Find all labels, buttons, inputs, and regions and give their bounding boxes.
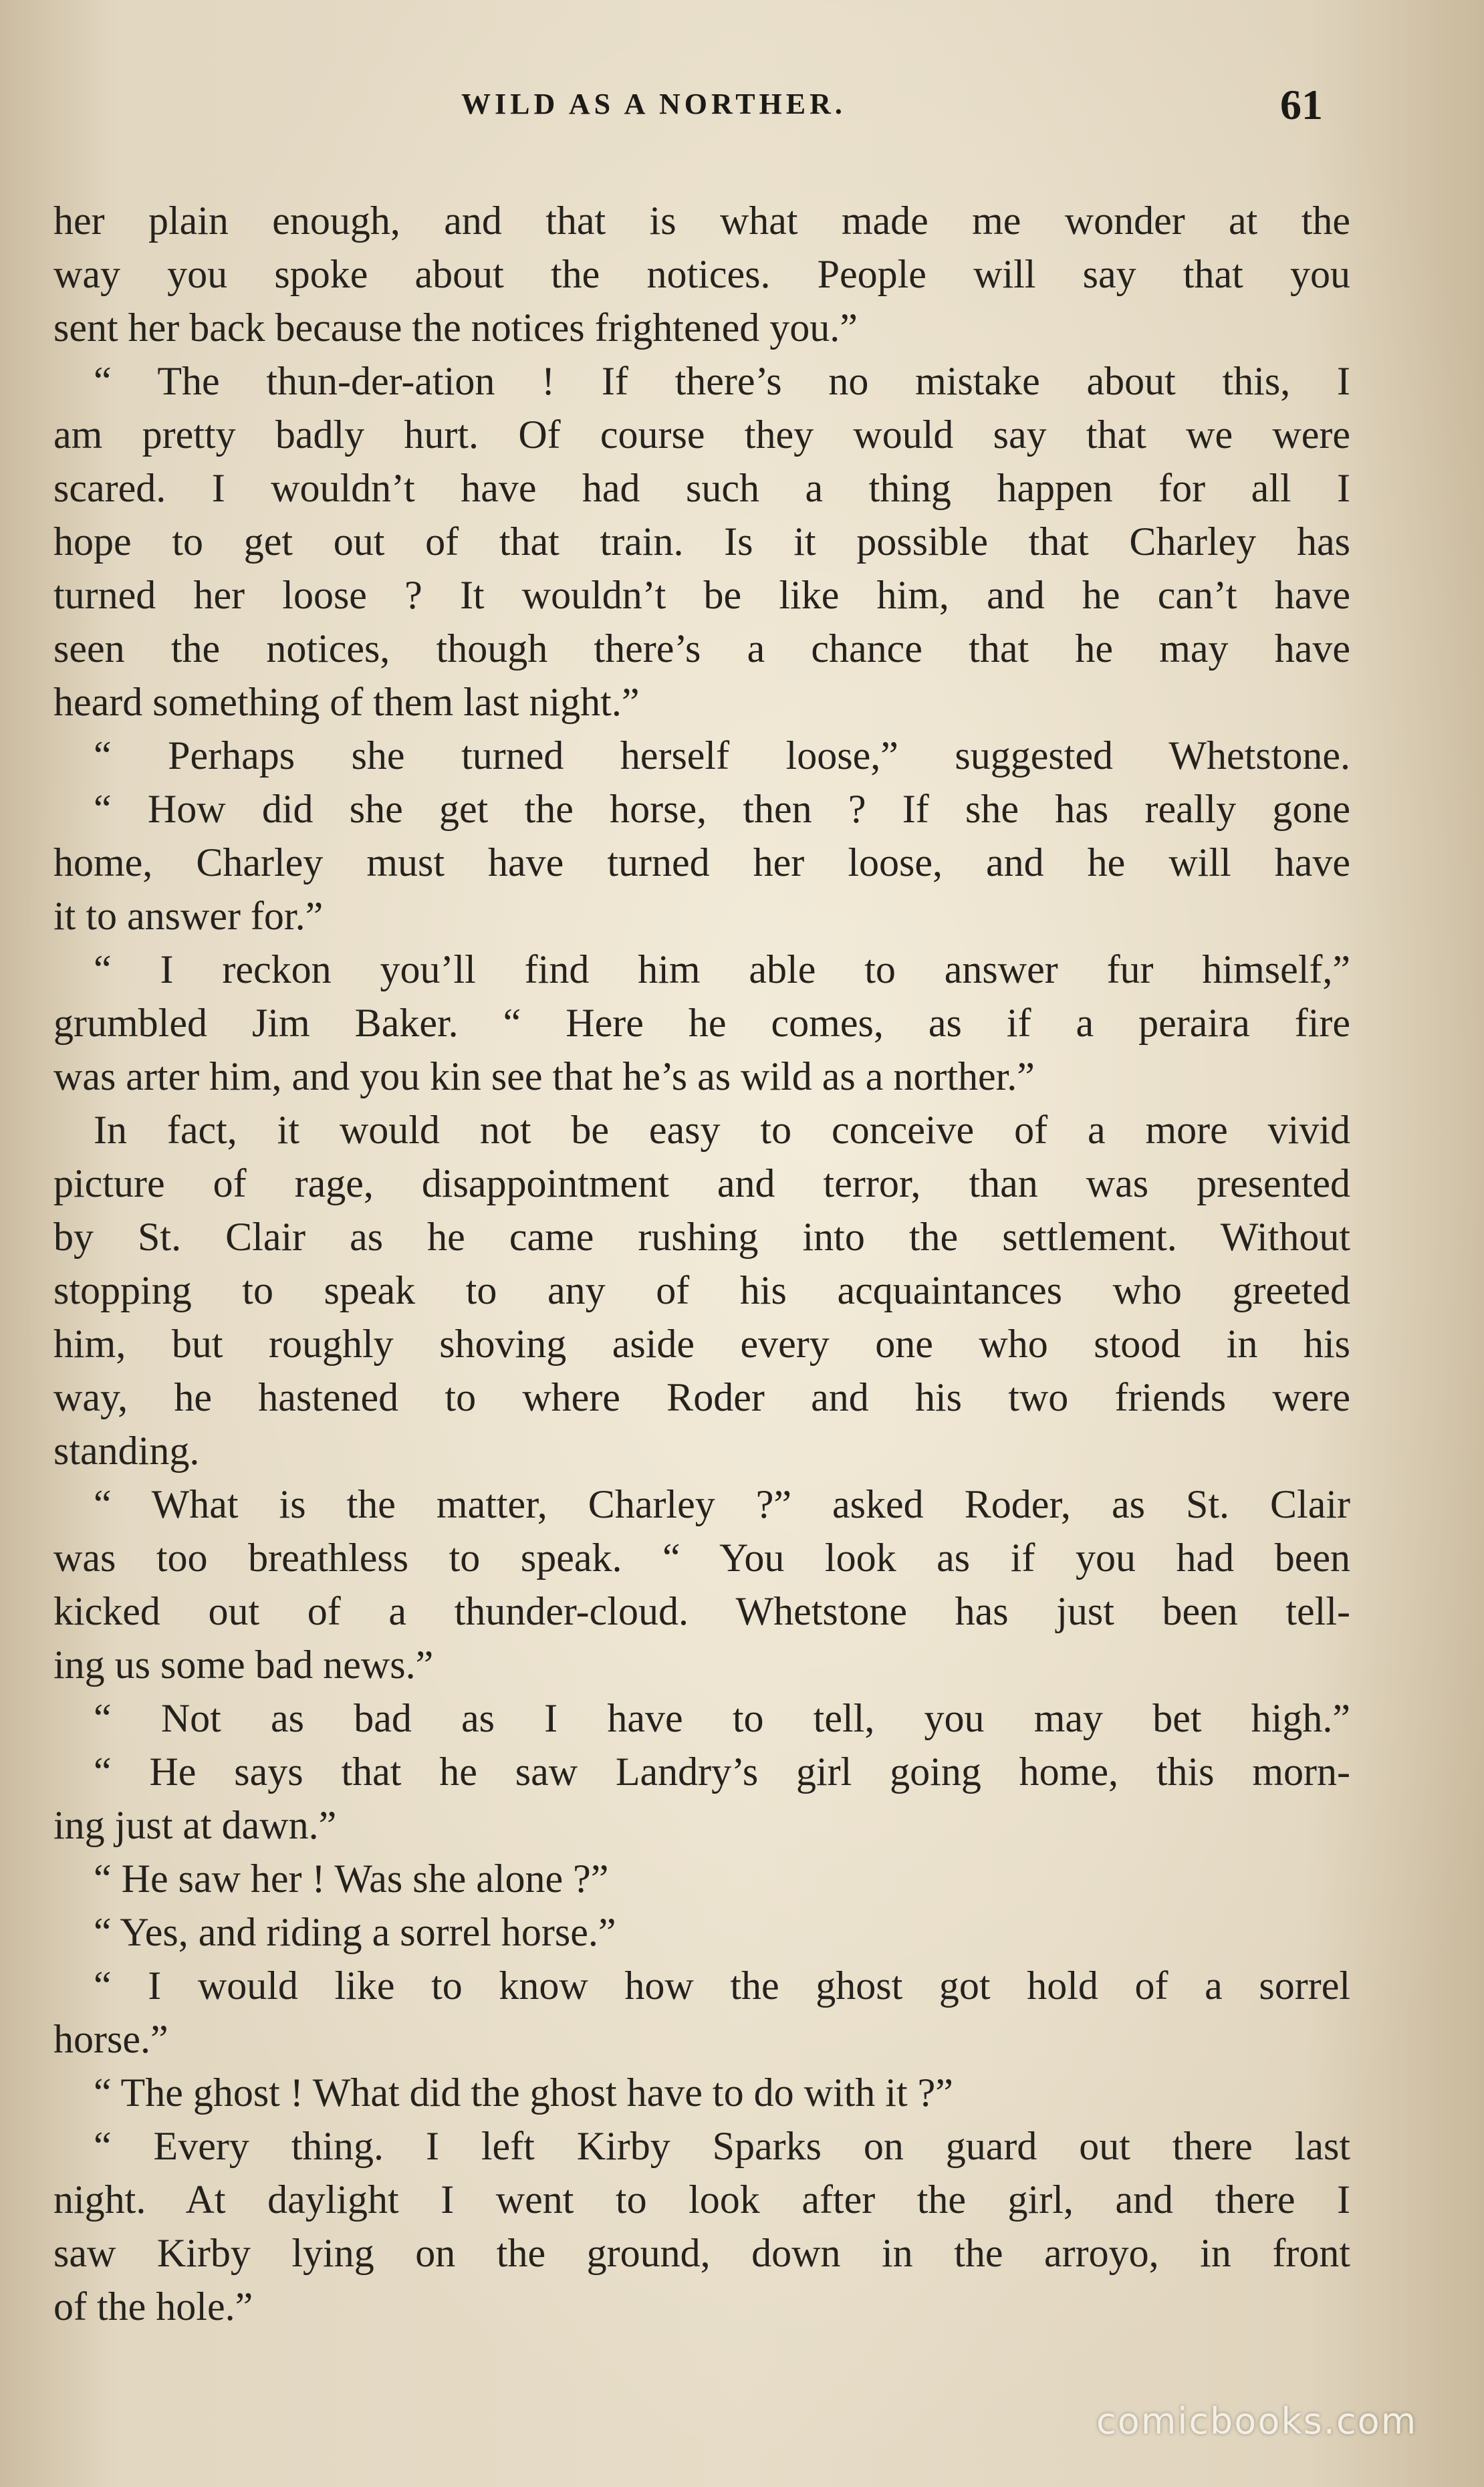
text-line: hope to get out of that train. Is it possible that Charley has (53, 519, 1350, 564)
body-text (53, 194, 1350, 2333)
text-line: “ How did she get the horse, then ? If she has really gone (94, 787, 1350, 831)
text-line: turned her loose ? It wouldn’t be like him, and he can’t have (53, 573, 1350, 617)
text-line: “ He saw her ! Was she alone ?” (94, 1857, 609, 1901)
text-line: way, he hastened to where Roder and his two friends were (53, 1375, 1350, 1419)
text-line: him, but roughly shoving aside every one who stood in his (53, 1322, 1350, 1366)
text-line: “ Every thing. I left Kirby Sparks on guard out there last (94, 2124, 1350, 2168)
page-number: 61 (1280, 81, 1323, 128)
text-line: sent her back because the notices frightened you.” (53, 306, 858, 350)
text-line: it to answer for.” (53, 894, 324, 938)
text-line: kicked out of a thunder-cloud. Whetstone has just been tell- (53, 1589, 1350, 1633)
text-line: ing us some bad news.” (53, 1643, 434, 1687)
text-line: “ Yes, and riding a sorrel horse.” (94, 1910, 616, 1954)
running-head: WILD AS A NORTHER. (461, 88, 846, 120)
text-line: heard something of them last night.” (53, 680, 640, 724)
text-line: “ He says that he saw Landry’s girl going home, this morn- (94, 1750, 1350, 1794)
text-line: horse.” (53, 2017, 168, 2061)
text-line: “ I reckon you’ll find him able to answer fur himself,” (94, 947, 1350, 991)
text-line: “ What is the matter, Charley ?” asked Roder, as St. Clair (94, 1482, 1350, 1526)
text-line: “ Not as bad as I have to tell, you may bet high.” (94, 1696, 1350, 1740)
text-line: way you spoke about the notices. People will say that you (53, 252, 1350, 296)
text-line: was arter him, and you kin see that he’s as wild as a norther.” (53, 1054, 1035, 1098)
text-line: “ Perhaps she turned herself loose,” suggested Whetstone. (94, 733, 1350, 778)
text-line: seen the notices, though there’s a chance that he may have (53, 626, 1350, 671)
text-line: night. At daylight I went to look after the girl, and there I (53, 2177, 1350, 2222)
text-line: grumbled Jim Baker. “ Here he comes, as if a peraira fire (53, 1001, 1350, 1045)
text-line: ing just at dawn.” (53, 1803, 337, 1847)
text-line: standing. (53, 1429, 200, 1473)
text-line: home, Charley must have turned her loose, and he will have (53, 840, 1350, 884)
text-line: “ The thun-der-ation ! If there’s no mistake about this, I (94, 359, 1350, 403)
text-line: picture of rage, disappointment and terror, than was presented (53, 1161, 1350, 1205)
text-line: am pretty badly hurt. Of course they would say that we were (53, 412, 1350, 457)
text-line: stopping to speak to any of his acquaintances who greeted (53, 1268, 1350, 1312)
text-line: scared. I wouldn’t have had such a thing happen for all I (53, 466, 1350, 510)
text-line: her plain enough, and that is what made me wonder at the (53, 199, 1350, 243)
watermark: comicbooks.com (1096, 2400, 1418, 2442)
text-line: “ I would like to know how the ghost got hold of a sorrel (94, 1964, 1350, 2008)
text-line: of the hole.” (53, 2284, 253, 2329)
text-line: In fact, it would not be easy to conceive of a more vivid (94, 1108, 1350, 1152)
text-line: “ The ghost ! What did the ghost have to do with it ?” (94, 2070, 953, 2115)
text-line: saw Kirby lying on the ground, down in the arroyo, in front (53, 2231, 1350, 2275)
text-line: was too breathless to speak. “ You look as if you had been (53, 1536, 1350, 1580)
text-line: by St. Clair as he came rushing into the settlement. Without (53, 1215, 1350, 1259)
page-header (0, 81, 1484, 147)
